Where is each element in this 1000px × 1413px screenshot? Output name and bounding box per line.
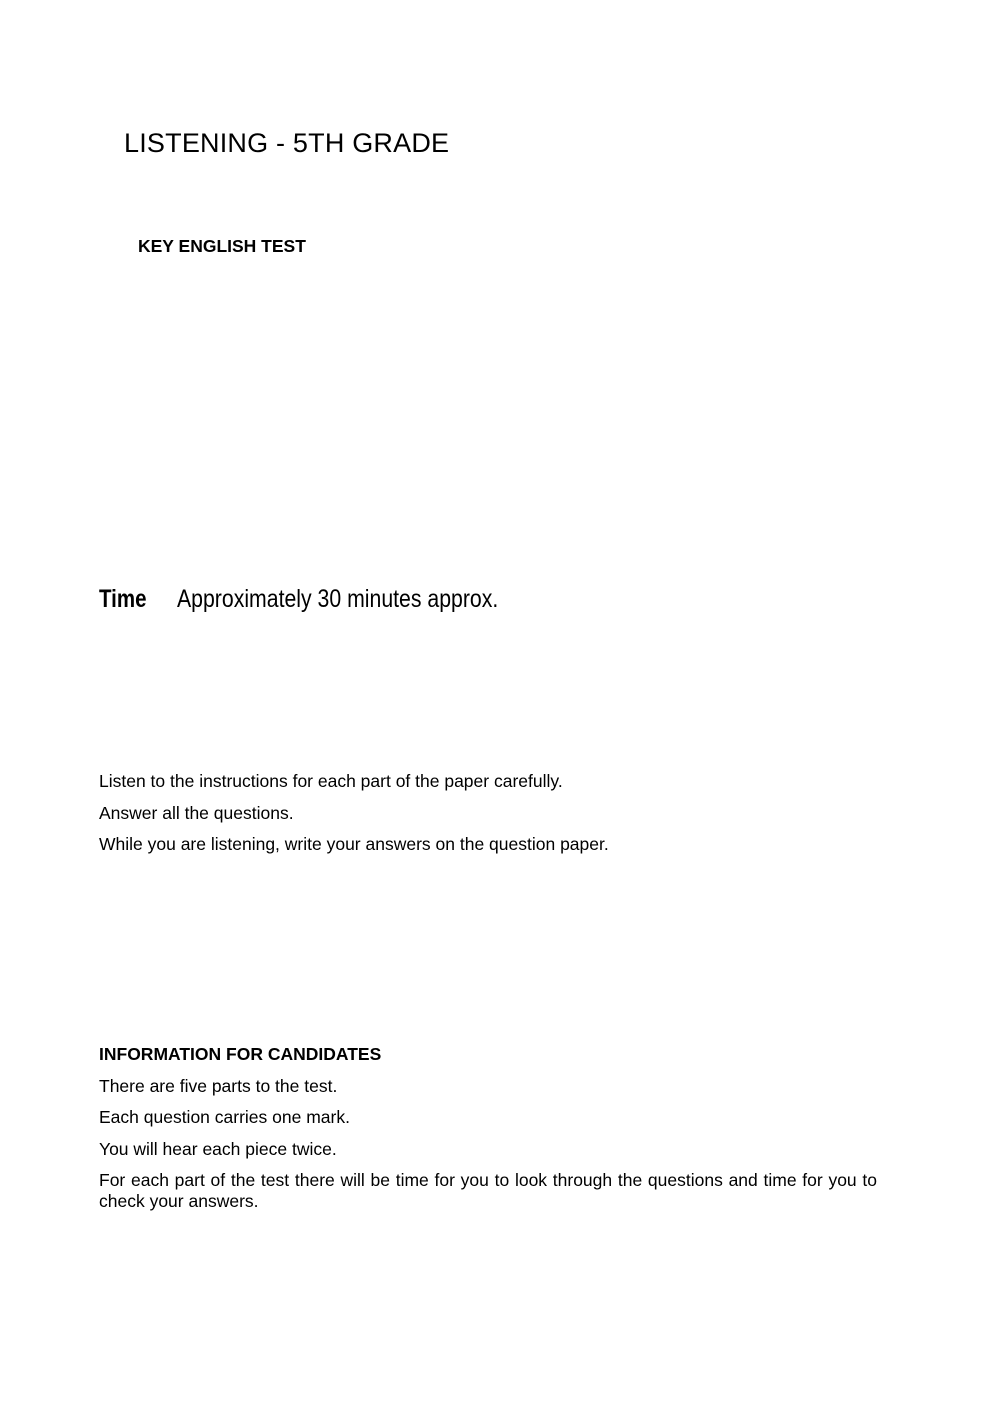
information-heading: INFORMATION FOR CANDIDATES	[99, 1044, 382, 1064]
information-line: You will hear each piece twice.	[99, 1138, 337, 1159]
information-line: There are five parts to the test.	[99, 1075, 338, 1096]
instructions-block	[99, 771, 879, 866]
instruction-line: Answer all the questions.	[99, 802, 294, 823]
time-row	[99, 585, 555, 614]
instruction-line: Listen to the instructions for each part of the paper carefully.	[99, 771, 563, 791]
information-line: Each question carries one mark.	[99, 1107, 350, 1127]
instruction-line: While you are listening, write your answers on the question paper.	[99, 834, 609, 854]
information-line: For each part of the test there will be time for you to look through the questions and time for you to check your answers.	[99, 1170, 877, 1211]
time-value: Approximately 30 minutes approx.	[177, 585, 499, 613]
candidate-information-block	[99, 1044, 877, 1223]
page-title: LISTENING - 5TH GRADE	[124, 128, 450, 158]
test-name: KEY ENGLISH TEST	[138, 236, 306, 256]
time-label: Time	[99, 585, 147, 613]
